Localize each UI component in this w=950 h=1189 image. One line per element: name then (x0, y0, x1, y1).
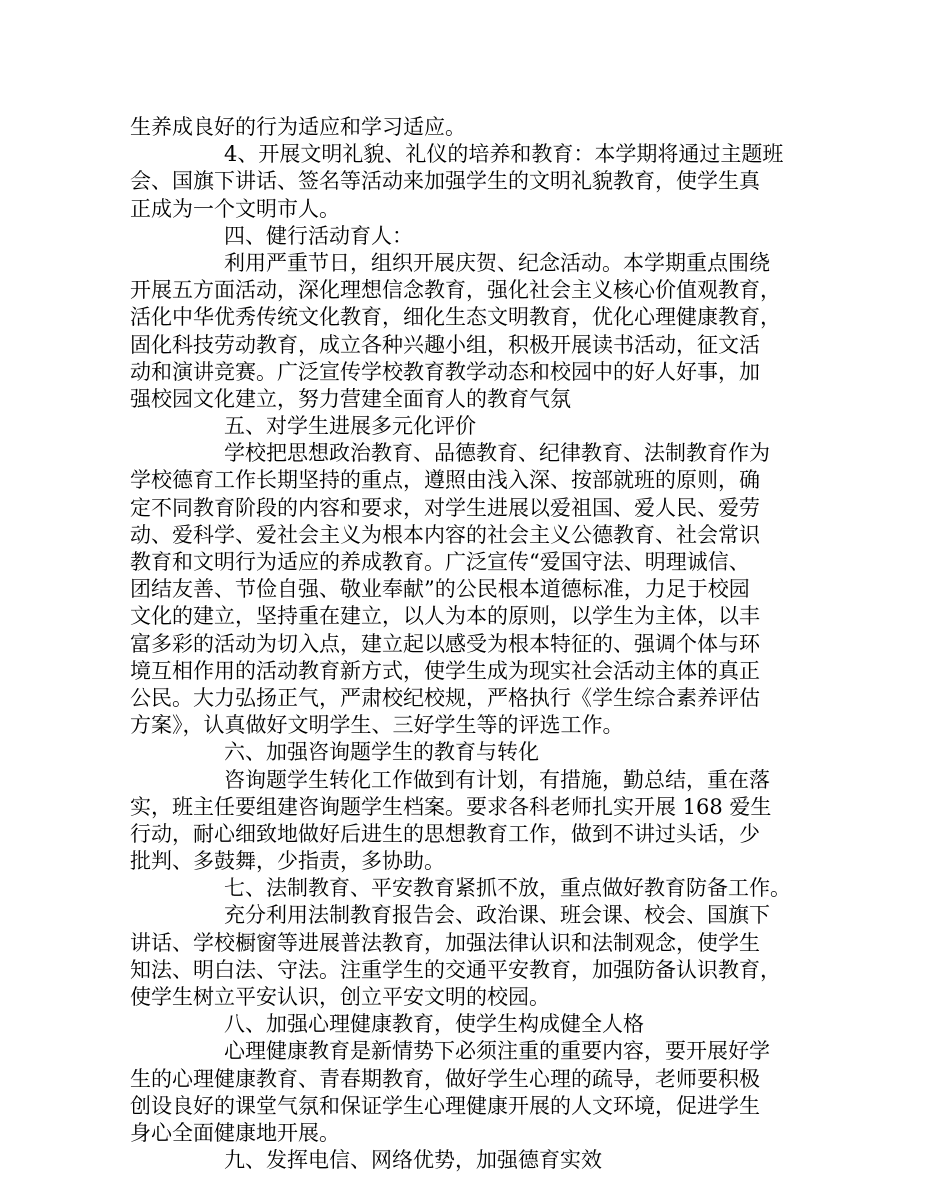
section-heading: 六、加强咨询题学生的教育与转化 (224, 740, 539, 765)
document-body (130, 114, 830, 1174)
text-line: 公民。大力弘扬正气，严肃校纪校规，严格执行《学生综合素养评估 (130, 685, 760, 710)
section-heading: 四、健行活动育人： (224, 223, 413, 248)
text-line: 富多彩的活动为切入点，建立起以感受为根本特征的、强调个体与环 (130, 631, 760, 656)
text-line: 心理健康教育是新情势下必须注重的重要内容，要开展好学 (224, 1039, 770, 1064)
text-line: 咨询题学生转化工作做到有计划，有措施，勤总结，重在落 (224, 767, 770, 792)
text-line: 正成为一个文明市人。 (130, 196, 340, 221)
text-line: 定不同教育阶段的内容和要求，对学生进展以爱祖国、爱人民、爱劳 (130, 495, 760, 520)
text-line: 4、开展文明礼貌、礼仪的培养和教育：本学期将通过主题班 (224, 142, 784, 167)
text-line: 动、爱科学、爱社会主义为根本内容的社会主义公德教育、社会常识 (130, 522, 760, 547)
text-line: 教育和文明行为适应的养成教育。广泛宣传“爱国守法、明理诚信、 (130, 550, 750, 574)
text-line: 生养成良好的行为适应和学习适应。 (130, 115, 466, 139)
text-line: 文化的建立，坚持重在建立，以人为本的原则，以学生为主体，以丰 (130, 604, 760, 629)
section-heading: 五、对学生进展多元化评价 (224, 414, 476, 439)
text-line: 创设良好的课堂气氛和保证学生心理健康开展的人文环境，促进学生 (130, 1093, 760, 1118)
text-line: 充分利用法制教育报告会、政治课、班会课、校会、国旗下 (224, 903, 770, 928)
text-line: 开展五方面活动，深化理想信念教育，强化社会主义核心价值观教育， (130, 278, 781, 303)
section-heading: 七、法制教育、平安教育紧抓不放，重点做好教育防备工作。 (224, 876, 791, 901)
text-line: 利用严重节日，组织开展庆贺、纪念活动。本学期重点围绕 (224, 250, 770, 275)
text-line: 动和演讲竞赛。广泛宣传学校教育教学动态和校园中的好人好事，加 (130, 359, 760, 384)
text-line: 使学生树立平安认识，创立平安文明的校园。 (130, 985, 550, 1009)
text-line: 学校德育工作长期坚持的重点，遵照由浅入深、按部就班的原则，确 (130, 468, 760, 493)
text-line: 学校把思想政治教育、品德教育、纪律教育、法制教育作为 (224, 441, 770, 466)
section-heading: 九、发挥电信、网络优势，加强德育实效 (224, 1148, 602, 1173)
text-line: 境互相作用的活动教育新方式，使学生成为现实社会活动主体的真正 (130, 658, 760, 683)
text-line: 身心全面健康地开展。 (130, 1120, 340, 1145)
text-line: 实，班主任要组建咨询题学生档案。要求各科老师扎实开展 168 爱生 (130, 794, 772, 819)
text-line: 固化科技劳动教育，成立各种兴趣小组，积极开展读书活动，征文活 (130, 332, 760, 357)
text-line: 批判、多鼓舞，少指责，多协助。 (130, 849, 445, 874)
text-line: 方案》，认真做好文明学生、三好学生等的评选工作。 (130, 713, 624, 738)
text-line: 行动，耐心细致地做好后进生的思想教育工作，做到不讲过头话，少 (130, 821, 760, 846)
text-line: 讲话、学校橱窗等进展普法教育，加强法律认识和法制观念，使学生 (130, 930, 760, 955)
text-line: 活化中华优秀传统文化教育，细化生态文明教育，优化心理健康教育， (130, 305, 781, 330)
section-heading: 八、加强心理健康教育，使学生构成健全人格 (224, 1012, 644, 1037)
text-line: 生的心理健康教育、青春期教育，做好学生心理的疏导，老师要积极 (130, 1066, 760, 1091)
text-line: 团结友善、节俭自强、敬业奉献”的公民根本道德标准，力足于校园 (130, 577, 750, 602)
text-line: 强校园文化建立，努力营建全面育人的教育气氛 (130, 386, 571, 411)
text-line: 会、国旗下讲话、签名等活动来加强学生的文明礼貌教育，使学生真 (130, 169, 760, 194)
text-line: 知法、明白法、守法。注重学生的交通平安教育，加强防备认识教育， (130, 957, 781, 982)
